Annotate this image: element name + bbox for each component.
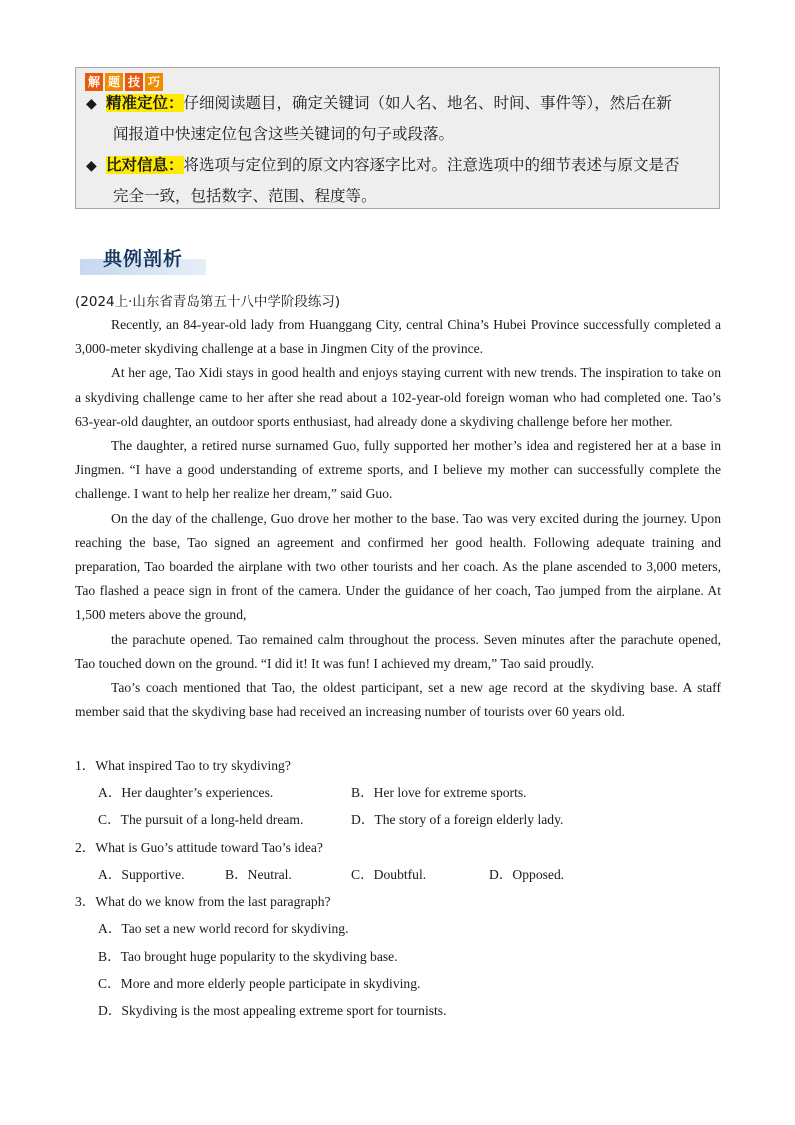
tip-item-1	[86, 93, 672, 114]
tip-title: 精准定位：	[106, 94, 184, 112]
question-stem: 2．What is Guo’s attitude toward Tao’s idea?	[75, 840, 323, 855]
tip-item-2	[86, 155, 680, 176]
tip-text-continued: 闻报道中快速定位包含这些关键词的句子或段落。	[113, 125, 455, 143]
answer-option[interactable]: A．Her daughter’s experiences.	[98, 785, 274, 800]
passage-paragraph: Recently, an 84-year-old lady from Huanggang City, central China’s Hubei Province successfully completed a 3,000-meter skydiving challenge at a base in Jingmen City of the province.	[75, 317, 721, 357]
passage-paragraph: On the day of the challenge, Guo drove her mother to the base. Tao was very excited during the journey. Upon reaching the base, Tao signed an agreement and confirmed her good health. Following adequate training and preparation, Tao boarded the airplane with two other tourists and her coach. As the plane ascended to 3,000 meters, Tao flashed a peace sign in front of the camera. Under the guidance of her coach, Tao jumped from the airplane. At 1,500 meters above the ground,	[75, 510, 721, 623]
answer-option[interactable]: B．Neutral.	[225, 867, 292, 882]
reading-passage	[75, 313, 721, 724]
question-stem: 3．What do we know from the last paragraph?	[75, 894, 331, 909]
answer-option[interactable]: B．Her love for extreme sports.	[351, 785, 527, 800]
answer-option[interactable]: C．Doubtful.	[351, 867, 427, 882]
answer-option[interactable]: C．More and more elderly people participate in skydiving.	[98, 976, 421, 991]
tip-text: 将选项与定位到的原文内容逐字比对。注意选项中的细节表述与原文是否	[183, 156, 680, 174]
section-heading	[80, 242, 206, 276]
tips-tag-char: 解	[85, 73, 103, 91]
tips-tag-char: 技	[125, 73, 143, 91]
diamond-bullet-icon: ◆	[86, 158, 97, 174]
answer-option[interactable]: C．The pursuit of a long-held dream.	[98, 812, 304, 827]
problem-solving-tips-box	[75, 67, 720, 209]
tips-tag	[85, 73, 163, 91]
question-stem: 1．What inspired Tao to try skydiving?	[75, 758, 291, 773]
answer-option[interactable]: A．Tao set a new world record for skydiving.	[98, 921, 349, 936]
answer-option[interactable]: B．Tao brought huge popularity to the skydiving base.	[98, 949, 398, 964]
passage-paragraph: At her age, Tao Xidi stays in good health and enjoys staying current with new trends. The inspiration to take on a skydiving challenge came to her after she read about a 102-year-old foreign woman who had completed one. Tao’s 63-year-old daughter, an outdoor sports enthusiast, had already done a skydiving challenge before her mother.	[75, 365, 721, 429]
passage-paragraph: the parachute opened. Tao remained calm throughout the process. Seven minutes after the parachute opened, Tao touched down on the ground. “I did it! It was fun! I achieved my dream,” Tao said proudly.	[75, 631, 721, 671]
answer-option[interactable]: D．Opposed.	[489, 867, 565, 882]
exam-source: (2024上·山东省青岛第五十八中学阶段练习)	[75, 294, 341, 310]
answer-option[interactable]: D．Skydiving is the most appealing extreme sport for tournists.	[98, 1003, 447, 1018]
diamond-bullet-icon: ◆	[86, 96, 97, 112]
passage-paragraph: Tao’s coach mentioned that Tao, the oldest participant, set a new age record at the skydiving base. A staff member said that the skydiving base had received an increasing number of tourists over 60 years old.	[75, 680, 721, 720]
passage-paragraph: The daughter, a retired nurse surnamed Guo, fully supported her mother’s idea and registered her at a base in Jingmen. “I have a good understanding of extreme sports, and I believe my mother can successfully complete the challenge. I want to help her realize her dream,” said Guo.	[75, 438, 721, 502]
section-heading-text: 典例剖析	[103, 248, 184, 270]
tip-text: 仔细阅读题目，确定关键词（如人名、地名、时间、事件等），然后在新	[183, 94, 672, 112]
tip-title: 比对信息：	[106, 156, 184, 174]
tips-tag-char: 巧	[145, 73, 163, 91]
answer-option[interactable]: A．Supportive.	[98, 867, 185, 882]
tip-text-continued: 完全一致，包括数字、范围、程度等。	[113, 187, 377, 205]
answer-option[interactable]: D．The story of a foreign elderly lady.	[351, 812, 564, 827]
tips-tag-char: 题	[105, 73, 123, 91]
